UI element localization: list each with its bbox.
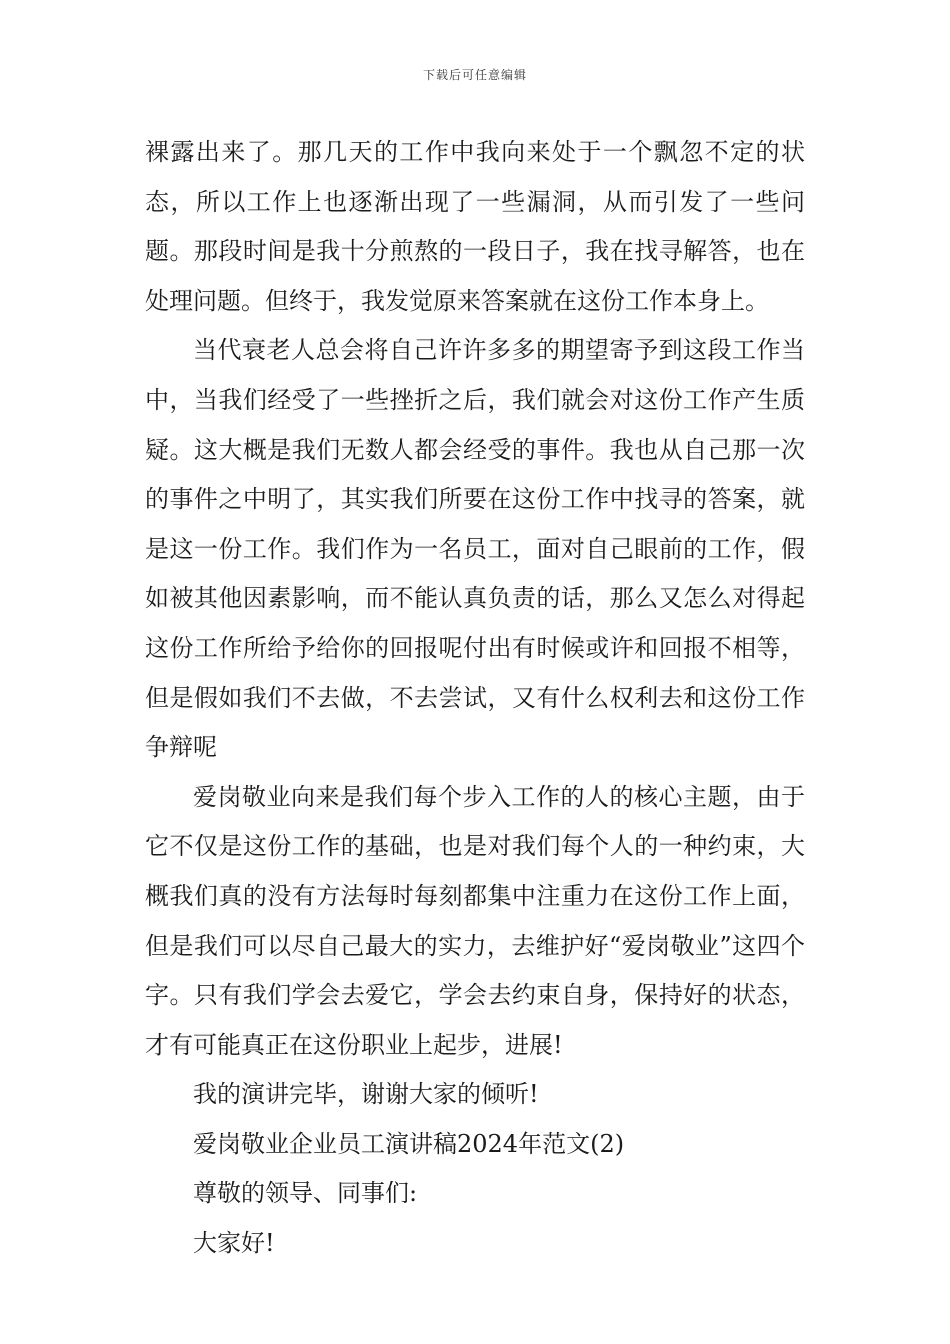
page-header: 下载后可任意编辑 (422, 68, 527, 82)
paragraph-reflection: 当代衰老人总会将自己许许多多的期望寄予到这段工作当中，当我们经受了一些挫折之后，我们就会对这份工作产生质疑。这大概是我们无数人都会经受的事件。我也从自己那一次的事件之中明了，其实我们所要在这份工作中找寻的答案，就是这一份工作。我们作为一名员工，面对自己眼前的工作，假如被其他因素影响，而不能认真负责的话，那么又怎么对得起这份工作所给予给你的回报呢付出有时候或许和回报不相等，但是假如我们不去做，不去尝试，又有什么权利去和这份工作争辩呢 (145, 336, 805, 762)
salutation: 尊敬的领导、同事们: (193, 1179, 418, 1208)
paragraph-dedication: 爱岗敬业向来是我们每个步入工作的人的核心主题，由于它不仅是这份工作的基础，也是对我们每个人的一种约束，大概我们真的没有方法每时每刻都集中注重力在这份工作上面，但是我们可以尽自己最大的实力，去维护好“爱岗敬业”这四个字。只有我们学会去爱它，学会去约束自身，保持好的状态，才有可能真正在这份职业上起步，进展! (145, 782, 805, 1059)
document-body (145, 128, 805, 1269)
paragraph-closing: 我的演讲完毕，谢谢大家的倾听! (193, 1080, 539, 1109)
paragraph-continuation: 裸露出来了。那几天的工作中我向来处于一个飘忽不定的状态，所以工作上也逐渐出现了一些漏洞，从而引发了一些问题。那段时间是我十分煎熬的一段日子，我在找寻解答，也在处理问题。但终于，我发觉原来答案就在这份工作本身上。 (145, 138, 805, 315)
greeting: 大家好! (193, 1229, 275, 1258)
speech-title: 爱岗敬业企业员工演讲稿2024年范文(2) (193, 1129, 625, 1158)
